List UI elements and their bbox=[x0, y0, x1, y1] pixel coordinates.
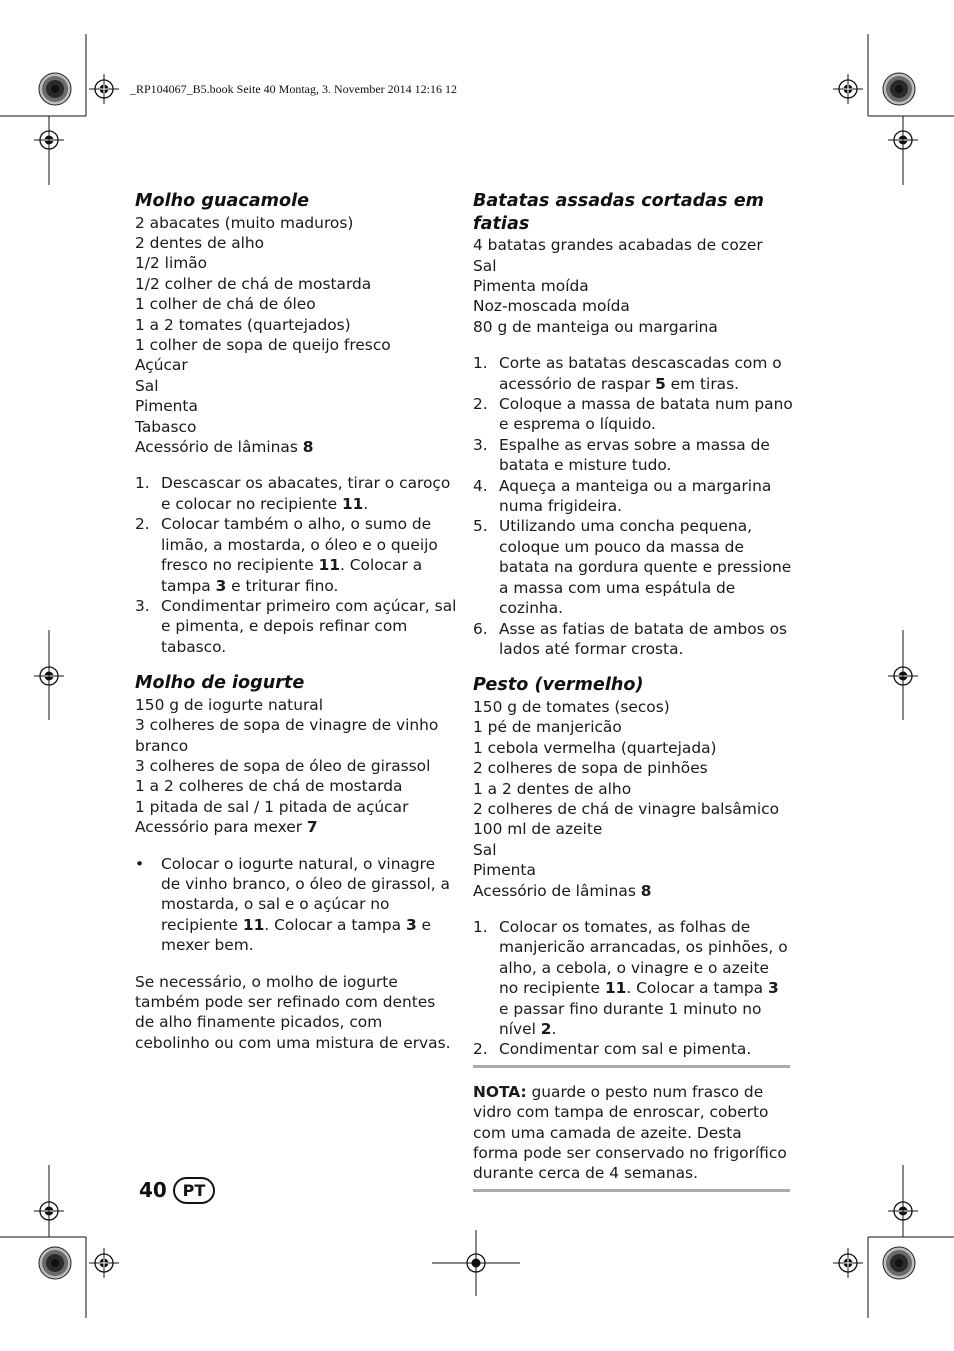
step-item: 3. Condimentar primeiro com açúcar, sal e pimenta, e depois refinar com tabasco. bbox=[135, 596, 457, 656]
step-item: 1. Corte as batatas descascadas com o acessório de raspar 5 em tiras. bbox=[473, 354, 782, 393]
ingredient-item: 1 cebola vermelha (quartejada) bbox=[473, 738, 717, 757]
ingredient-item: 1 colher de sopa de queijo fresco bbox=[135, 336, 391, 355]
step-item: 2. Colocar também o alho, o sumo de limão, a mostarda, o óleo e o queijo fresco no recipiente 11. Colocar a tampa 3 e triturar fino. bbox=[135, 515, 438, 595]
ingredient-item: 80 g de manteiga ou margarina bbox=[473, 317, 718, 336]
tip-paragraph: Se necessário, o molho de iogurte também pode ser refinado com dentes de alho finamente picados, com cebolinho ou com uma mistura de ervas. bbox=[135, 972, 451, 1052]
ingredient-item: 2 colheres de sopa de pinhões bbox=[473, 759, 708, 778]
ingredient-item: 1/2 limão bbox=[135, 254, 208, 273]
ingredient-item: Tabasco bbox=[135, 417, 197, 436]
steps-list bbox=[135, 473, 457, 657]
note-box bbox=[473, 1065, 790, 1192]
accessory-line: Acessório de lâminas 8 bbox=[473, 881, 652, 900]
ingredient-item: 1 pitada de sal / 1 pitada de açúcar bbox=[135, 797, 409, 816]
ingredient-item: 3 colheres de sopa de óleo de girassol bbox=[135, 756, 431, 775]
bullet-item: • Colocar o iogurte natural, o vinagre de vinho branco, o óleo de girassol, a mostarda, o sal e o açúcar no recipiente 11. Colocar a tampa 3 e mexer bem. bbox=[135, 854, 450, 955]
step-item: 4. Aqueça a manteiga ou a margarina numa frigideira. bbox=[473, 476, 772, 516]
left-column bbox=[135, 190, 457, 1053]
recipe-title-guacamole: Molho guacamole bbox=[135, 191, 310, 211]
ingredient-item: 1/2 colher de chá de mostarda bbox=[135, 274, 372, 293]
accessory-line: Acessório para mexer 7 bbox=[135, 818, 318, 837]
ingredients-list bbox=[473, 235, 793, 337]
part-number: 8 bbox=[302, 438, 314, 457]
part-number: 8 bbox=[640, 881, 652, 900]
ingredient-item: 150 g de iogurte natural bbox=[135, 695, 324, 714]
steps-list bbox=[473, 917, 793, 1060]
ingredient-item: 100 ml de azeite bbox=[473, 820, 603, 839]
ingredients-list bbox=[473, 697, 793, 901]
ingredient-item: 1 a 2 tomates (quartejados) bbox=[135, 315, 351, 334]
steps-list bbox=[473, 353, 793, 659]
recipe-title-pesto: Pesto (vermelho) bbox=[473, 675, 644, 696]
ingredient-item: 1 colher de chá de óleo bbox=[135, 295, 316, 314]
step-item: 1. Descascar os abacates, tirar o caroço e colocar no recipiente 11. bbox=[135, 474, 451, 513]
ingredient-item: Pimenta bbox=[135, 397, 198, 416]
ingredient-item: 1 a 2 colheres de chá de mostarda bbox=[135, 777, 403, 796]
ingredient-item: 4 batatas grandes acabadas de cozer bbox=[473, 236, 763, 255]
recipe-title-batatas: Batatas assadas cortadas em fatias bbox=[473, 191, 765, 234]
step-item: 3. Espalhe as ervas sobre a massa de batata e misture tudo. bbox=[473, 435, 770, 475]
accessory-line: Acessório de lâminas 8 bbox=[135, 438, 314, 457]
note-text: guarde o pesto num frasco de vidro com tampa de enroscar, coberto com uma camada de azeite. Desta forma pode ser conservado no frigorífico durante cerca de 4 semanas. bbox=[473, 1082, 787, 1183]
ingredient-item: Sal bbox=[135, 376, 159, 395]
language-badge: PT bbox=[173, 1177, 215, 1204]
ingredient-item: Pimenta moída bbox=[473, 277, 589, 295]
ingredient-item: Açúcar bbox=[135, 356, 188, 375]
step-item: 2. Condimentar com sal e pimenta. bbox=[473, 1040, 752, 1059]
ingredient-item: Sal bbox=[473, 256, 497, 275]
ingredient-item: Noz-moscada moída bbox=[473, 297, 630, 316]
step-item: 1. Colocar os tomates, as folhas de manjericão arrancadas, os pinhões, o alho, a cebola, o vinagre e o azeite no recipiente 11. Colocar a tampa 3 e passar fino durante 1 minuto no nível 2. bbox=[473, 917, 788, 1038]
ingredient-item: 2 colheres de chá de vinagre balsâmico bbox=[473, 799, 779, 818]
bullet-list bbox=[135, 854, 457, 956]
ingredient-item: 2 abacates (muito maduros) bbox=[135, 213, 354, 232]
step-item: 5. Utilizando uma concha pequena, coloque um pouco da massa de batata na gordura quente e pressione a massa com uma espátula de cozinha. bbox=[473, 517, 792, 618]
ingredients-list bbox=[135, 695, 457, 838]
ingredient-item: 1 a 2 dentes de alho bbox=[473, 779, 632, 798]
ingredient-item: 2 dentes de alho bbox=[135, 234, 265, 252]
ingredient-item: Sal bbox=[473, 840, 497, 859]
step-item: 2. Coloque a massa de batata num pano e esprema o líquido. bbox=[473, 395, 793, 434]
page-number: 40 bbox=[139, 1178, 167, 1202]
ingredient-item: 3 colheres de sopa de vinagre de vinho branco bbox=[135, 716, 439, 755]
recipe-title-iogurte: Molho de iogurte bbox=[135, 673, 305, 694]
right-column bbox=[473, 190, 793, 1192]
ingredient-item: 150 g de tomates (secos) bbox=[473, 697, 670, 716]
ingredient-item: 1 pé de manjericão bbox=[473, 718, 622, 737]
ingredients-list bbox=[135, 213, 457, 458]
print-file-header: _RP104067_B5.book Seite 40 Montag, 3. November 2014 12:16 12 bbox=[130, 82, 457, 96]
ingredient-item: Pimenta bbox=[473, 861, 536, 880]
step-item: 6. Asse as fatias de batata de ambos os lados até formar crosta. bbox=[473, 619, 788, 658]
part-number: 7 bbox=[306, 818, 318, 837]
note-label: NOTA: bbox=[473, 1082, 527, 1101]
